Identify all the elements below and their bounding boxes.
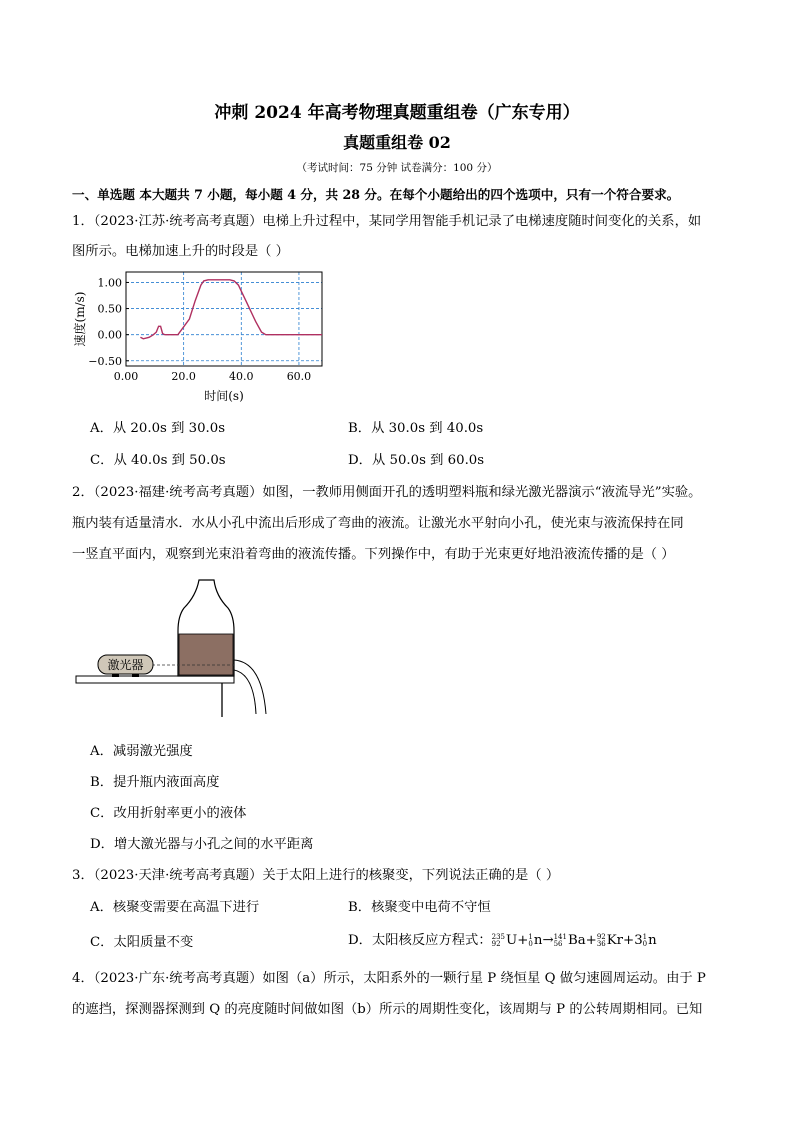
n-atomic-number: 0 (528, 939, 533, 948)
kr-mass-number: 92 (596, 932, 606, 941)
y-tick-label: 1.00 (97, 276, 122, 290)
neutron-symbol: n (533, 933, 543, 948)
kr-atomic-number: 36 (596, 939, 606, 948)
uranium-symbol: U (506, 933, 518, 948)
laser-label: 激光器 (107, 658, 144, 672)
x-axis-label: 时间(s) (204, 389, 244, 403)
chart-frame (126, 272, 322, 366)
x-tick-label: 60.0 (286, 370, 312, 383)
q2-stem-line3: 一竖直平面内，观察到光束沿着弯曲的液流传播。下列操作中，有助于光束更好地沿液流传播的是（ ） (72, 547, 675, 562)
q3-option-a: A．核聚变需要在高温下进行 (90, 900, 260, 915)
q1-option-a: A．从 20.0s 到 30.0s (90, 421, 226, 436)
q3-stem: 3．（2023·天津·统考高考真题）关于太阳上进行的核聚变，下列说法正确的是（ ） (72, 868, 560, 883)
q1-option-c: C．从 40.0s 到 50.0s (90, 453, 226, 468)
velocity-series-line (140, 280, 322, 339)
q1-stem-line1: 1．（2023·江苏·统考高考真题）电梯上升过程中，某同学用智能手机记录了电梯速度随时间变化的关系，如 (72, 214, 702, 229)
u-atomic-number: 92 (491, 939, 501, 948)
laser-foot (112, 674, 119, 677)
water-stream (234, 660, 266, 714)
q1-option-d: D．从 50.0s 到 60.0s (348, 453, 485, 468)
neutron-symbol: n (648, 933, 657, 948)
q1-option-b: B．从 30.0s 到 40.0s (348, 421, 484, 436)
q2-option-a: A．减弱激光强度 (90, 744, 193, 759)
plus-sign: + (585, 933, 597, 948)
plus-sign: + (623, 933, 635, 948)
n-mass-number: 1 (528, 932, 533, 941)
u-mass-number: 235 (491, 932, 506, 941)
krypton-symbol: Kr (606, 933, 624, 948)
barium-symbol: Ba (567, 933, 586, 948)
table-top (76, 676, 234, 683)
neutron-coefficient: 3 (634, 933, 643, 948)
x-tick-label: 40.0 (229, 370, 254, 383)
q2-option-b: B．提升瓶内液面高度 (90, 775, 220, 790)
q2-stem-line2: 瓶内装有适量清水．水从小孔中流出后形成了弯曲的液流。让激光水平射向小孔，使光束与液流保持在同 (72, 516, 684, 531)
water-stream (234, 670, 256, 714)
q3-option-d (348, 929, 657, 948)
n-mass-number: 1 (642, 932, 648, 941)
ba-atomic-number: 56 (553, 939, 563, 948)
q1-stem-line2: 图所示。电梯加速上升的时段是（ ） (72, 244, 289, 259)
q2-option-d: D．增大激光器与小孔之间的水平距离 (90, 837, 314, 852)
paper-title: 冲刺 2024 年高考物理真题重组卷（广东专用） (214, 103, 580, 123)
y-tick-label: −0.50 (88, 354, 122, 368)
q4-stem-line1: 4．（2023·广东·统考高考真题）如图（a）所示，太阳系外的一颗行星 P 绕恒星 Q 做匀速圆周运动。由于 P (72, 971, 706, 986)
x-tick-label: 20.0 (171, 370, 196, 383)
bottle-water (179, 634, 233, 675)
q3-option-c: C．太阳质量不变 (90, 935, 194, 950)
chart-grid (126, 272, 322, 366)
section-heading: 一、单选题 本大题共 7 小题，每小题 4 分，共 28 分。在每个小题给出的四个选项中，只有一个符合要求。 (72, 187, 680, 202)
q3-option-b: B．核聚变中电荷不守恒 (348, 900, 491, 915)
paper-subtitle: 真题重组卷 02 (343, 133, 451, 152)
plus-sign: + (517, 933, 529, 948)
n-atomic-number: 0 (642, 939, 648, 948)
y-tick-label: 0.50 (97, 302, 122, 316)
q3-option-d-prefix: D．太阳核反应方程式： (348, 933, 492, 948)
x-tick-label: 0.00 (113, 370, 139, 383)
q2-option-c: C．改用折射率更小的液体 (90, 806, 247, 821)
laser-foot (132, 674, 139, 677)
q2-bottle-figure (72, 576, 282, 722)
nuclear-equation (492, 933, 657, 948)
q2-stem-line1: 2．（2023·福建·统考高考真题）如图，一教师用侧面开孔的透明塑料瓶和绿光激光器演示“液流导光”实验。 (72, 485, 702, 500)
reaction-arrow: → (542, 933, 554, 948)
q4-stem-line2: 的遮挡，探测器探测到 Q 的亮度随时间做如图（b）所示的周期性变化，该周期与 P 的公转周期相同。已知 (72, 1002, 703, 1017)
y-tick-labels (88, 276, 122, 367)
x-tick-labels (114, 370, 311, 383)
y-tick-label: 0.00 (97, 328, 122, 342)
exam-info: （考试时间：75 分钟 试卷满分：100 分） (296, 162, 498, 174)
ba-mass-number: 141 (553, 932, 567, 941)
q1-velocity-chart (70, 268, 330, 408)
y-axis-label: 速度(m/s) (73, 291, 87, 347)
